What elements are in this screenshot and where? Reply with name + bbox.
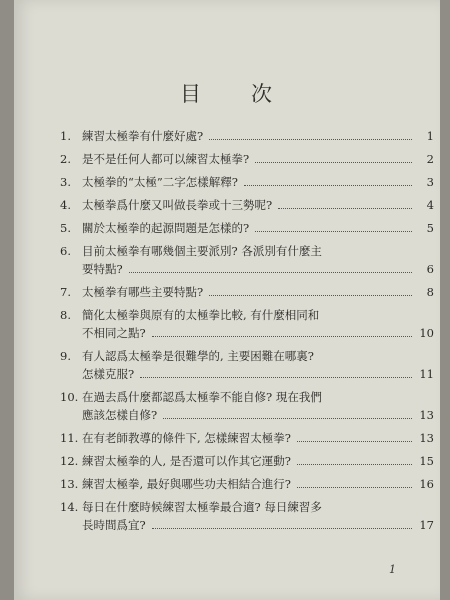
dot-leader <box>140 377 412 378</box>
toc-entry <box>60 151 434 169</box>
dot-leader <box>297 464 412 465</box>
toc-entry-line <box>60 284 434 302</box>
toc-entry-line <box>60 243 434 261</box>
toc-entry <box>60 348 434 384</box>
dot-leader <box>152 336 412 337</box>
toc-entry-number: 4. <box>60 198 71 212</box>
toc-entry-line <box>60 453 434 471</box>
dot-leader <box>297 441 412 442</box>
toc-entry-title: 要特點? <box>82 262 123 276</box>
toc-entry-title: 關於太極拳的起源問題是怎樣的? <box>82 221 250 235</box>
toc-entry-title: 太極拳爲什麼又叫做長拳或十三勢呢? <box>82 198 273 212</box>
toc-entry-number: 6. <box>60 244 71 258</box>
toc-entry-title: 怎樣克服? <box>82 367 135 381</box>
toc-entry-page: 13 <box>419 431 434 445</box>
toc-entry-page: 4 <box>426 198 434 212</box>
toc-entry-number: 7. <box>60 285 71 299</box>
toc-entry-title: 是不是任何人都可以練習太極拳? <box>82 152 250 166</box>
toc-entry-title: 在有老師教導的條件下, 怎樣練習太極拳? <box>82 431 291 445</box>
toc-entry-title: 在過去爲什麼都認爲太極拳不能自修? 現在我們 <box>82 390 322 404</box>
dot-leader <box>163 418 412 419</box>
toc-entry-page: 17 <box>419 518 434 532</box>
page-title <box>14 78 440 108</box>
toc-entry-line <box>60 517 434 535</box>
toc-entry-page: 15 <box>419 454 434 468</box>
toc-entry-line <box>60 407 434 425</box>
toc-entry-title: 簡化太極拳與原有的太極拳比較, 有什麼相同和 <box>82 308 320 322</box>
toc-entry <box>60 197 434 215</box>
toc-entry-number: 3. <box>60 175 71 189</box>
toc-entry-number: 10. <box>60 390 79 404</box>
toc-entry-page: 2 <box>426 152 434 166</box>
toc-entry-number: 8. <box>60 308 71 322</box>
toc-entry-page: 13 <box>419 408 434 422</box>
dot-leader <box>244 185 412 186</box>
toc-entry-line <box>60 430 434 448</box>
toc-entry <box>60 284 434 302</box>
dot-leader <box>152 528 412 529</box>
toc-entry-line <box>60 128 434 146</box>
dot-leader <box>129 272 412 273</box>
toc-entry-line <box>60 499 434 517</box>
table-of-contents <box>60 128 434 540</box>
toc-entry-number: 14. <box>60 500 79 514</box>
dot-leader <box>209 139 412 140</box>
toc-entry-page: 6 <box>426 262 434 276</box>
toc-entry-line <box>60 348 434 366</box>
toc-entry-title: 每日在什麼時候練習太極拳最合適? 每日練習多 <box>82 500 322 514</box>
toc-entry <box>60 430 434 448</box>
toc-entry-line <box>60 174 434 192</box>
toc-entry <box>60 389 434 425</box>
dot-leader <box>255 162 412 163</box>
title-char-2: 次 <box>251 82 274 106</box>
toc-entry-title: 太極拳的“太極”二字怎樣解釋? <box>82 175 238 189</box>
toc-entry-title: 太極拳有哪些主要特點? <box>82 285 204 299</box>
toc-entry-line <box>60 307 434 325</box>
toc-entry <box>60 307 434 343</box>
toc-entry <box>60 499 434 535</box>
toc-entry-number: 11. <box>60 431 79 445</box>
toc-entry-line <box>60 261 434 279</box>
toc-entry-line <box>60 151 434 169</box>
toc-entry-line <box>60 476 434 494</box>
toc-entry-page: 3 <box>426 175 434 189</box>
book-page <box>14 0 440 600</box>
toc-entry-title: 有人認爲太極拳是很難學的, 主要困難在哪裏? <box>82 349 314 363</box>
toc-entry-page: 5 <box>426 221 434 235</box>
toc-entry-line <box>60 220 434 238</box>
dot-leader <box>278 208 412 209</box>
toc-entry <box>60 453 434 471</box>
toc-entry-number: 2. <box>60 152 71 166</box>
toc-entry <box>60 128 434 146</box>
toc-entry-title: 練習太極拳的人, 是否還可以作其它運動? <box>82 454 291 468</box>
toc-entry-page: 11 <box>419 367 434 381</box>
toc-entry-line <box>60 389 434 407</box>
toc-entry-title: 練習太極拳, 最好與哪些功夫相結合進行? <box>82 477 291 491</box>
toc-entry-line <box>60 366 434 384</box>
page-number: 1 <box>389 563 396 576</box>
toc-entry <box>60 174 434 192</box>
toc-entry-title: 不相同之點? <box>82 326 146 340</box>
toc-entry-title: 目前太極拳有哪幾個主要派別? 各派別有什麼主 <box>82 244 322 258</box>
dot-leader <box>297 487 412 488</box>
toc-entry-number: 1. <box>60 129 71 143</box>
toc-entry-line <box>60 325 434 343</box>
toc-entry-number: 5. <box>60 221 71 235</box>
toc-entry-page: 8 <box>426 285 434 299</box>
toc-entry-title: 長時間爲宜? <box>82 518 146 532</box>
toc-entry <box>60 220 434 238</box>
toc-entry-title: 應該怎樣自修? <box>82 408 158 422</box>
dot-leader <box>209 295 412 296</box>
toc-entry <box>60 243 434 279</box>
toc-entry-page: 1 <box>426 129 434 143</box>
dot-leader <box>255 231 412 232</box>
toc-entry-number: 13. <box>60 477 79 491</box>
toc-entry-line <box>60 197 434 215</box>
title-char-1: 目 <box>180 82 203 106</box>
toc-entry <box>60 476 434 494</box>
toc-entry-page: 16 <box>419 477 434 491</box>
toc-entry-number: 9. <box>60 349 71 363</box>
toc-entry-number: 12. <box>60 454 79 468</box>
toc-entry-title: 練習太極拳有什麼好處? <box>82 129 204 143</box>
toc-entry-page: 10 <box>419 326 434 340</box>
